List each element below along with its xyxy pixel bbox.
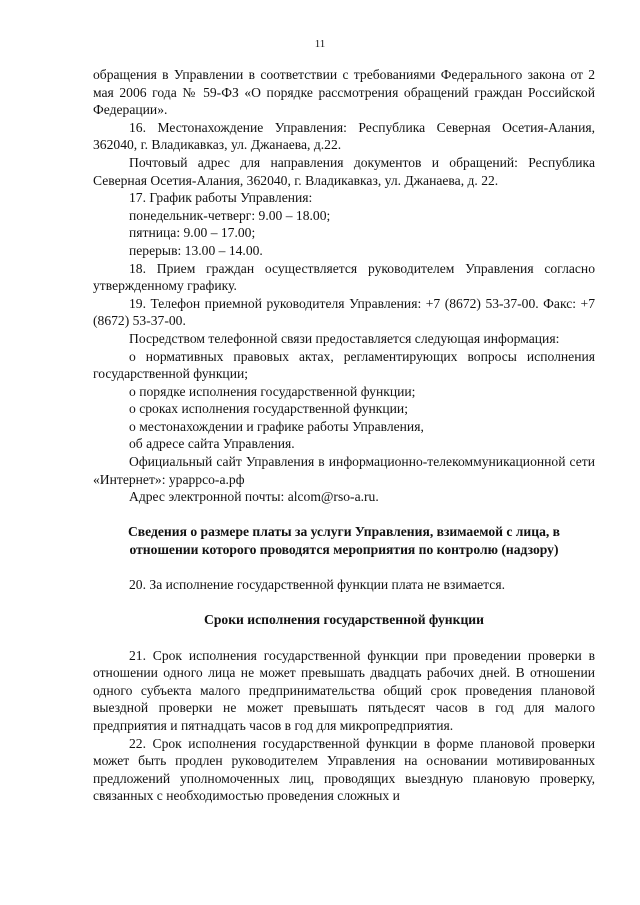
section-heading [93,611,595,629]
section-heading [93,523,595,558]
paragraph: пятница: 9.00 – 17.00; [129,225,256,241]
paragraph: Почтовый адрес для направления документов и обращений: Республика Северная Осетия-Алания, 362040, г. Владикавказ, ул. Джанаева, д. 22. [93,154,595,188]
paragraph: об адресе сайта Управления. [129,436,295,452]
paragraph: 17. График работы Управления: [129,190,313,206]
paragraph: о сроках исполнения государственной функции; [129,401,408,417]
paragraph: 20. За исполнение государственной функции плата не взимается. [129,577,505,593]
paragraph: о нормативных правовых актах, регламентирующих вопросы исполнения государственной функции; [93,348,595,382]
paragraph: 19. Телефон приемной руководителя Управления: +7 (8672) 53-37-00. Факс: +7 (8672) 53-37-00. [93,295,595,329]
paragraph: обращения в Управлении в соответствии с требованиями Федерального закона от 2 мая 2006 года № 59-ФЗ «О порядке рассмотрения обращений граждан Российской Федерации». [93,67,595,118]
paragraph: о порядке исполнения государственной функции; [129,383,416,399]
page-number: 11 [314,38,326,50]
paragraph: понедельник-четверг: 9.00 – 18.00; [129,207,331,223]
document-body [93,66,595,805]
link-text: Адрес электронной почты: alcom@rso-a.ru. [129,489,379,505]
heading-text: Сведения о размере платы за услуги Управления, взимаемой с лица, в отношении которого проводятся мероприятия по контролю (надзору) [127,524,561,558]
paragraph: 21. Срок исполнения государственной функции при проведении проверки в отношении одного лица не может превышать двадцать рабочих дней. В отношении одного субъекта малого предпринимательства общий срок проведения плановой выездной проверки не может превышать пятьдесят часов в год для малого предприятия и пятнадцать часов в год для микропредприятия. [93,647,595,733]
paragraph: Посредством телефонной связи предоставляется следующая информация: [129,330,560,346]
paragraph: перерыв: 13.00 – 14.00. [129,242,263,258]
paragraph: о местонахождении и графике работы Управления, [129,418,424,434]
paragraph: Официальный сайт Управления в информационно-телекоммуникационной сети «Интернет»: ураррсо-а.рф [93,454,595,487]
paragraph: 16. Местонахождение Управления: Республика Северная Осетия-Алания, 362040, г. Владикавказ, ул. Джанаева, д.22. [93,119,595,153]
paragraph: 18. Прием граждан осуществляется руководителем Управления согласно утвержденному графику. [93,260,595,294]
paragraph: 22. Срок исполнения государственной функции в форме плановой проверки может быть продлен руководителем Управления на основании мотивированных предложений уполномоченных лиц, проводящих выездную плановую проверку, связанных с необходимостью проведения сложных и [93,735,595,804]
heading-text: Сроки исполнения государственной функции [204,612,484,628]
